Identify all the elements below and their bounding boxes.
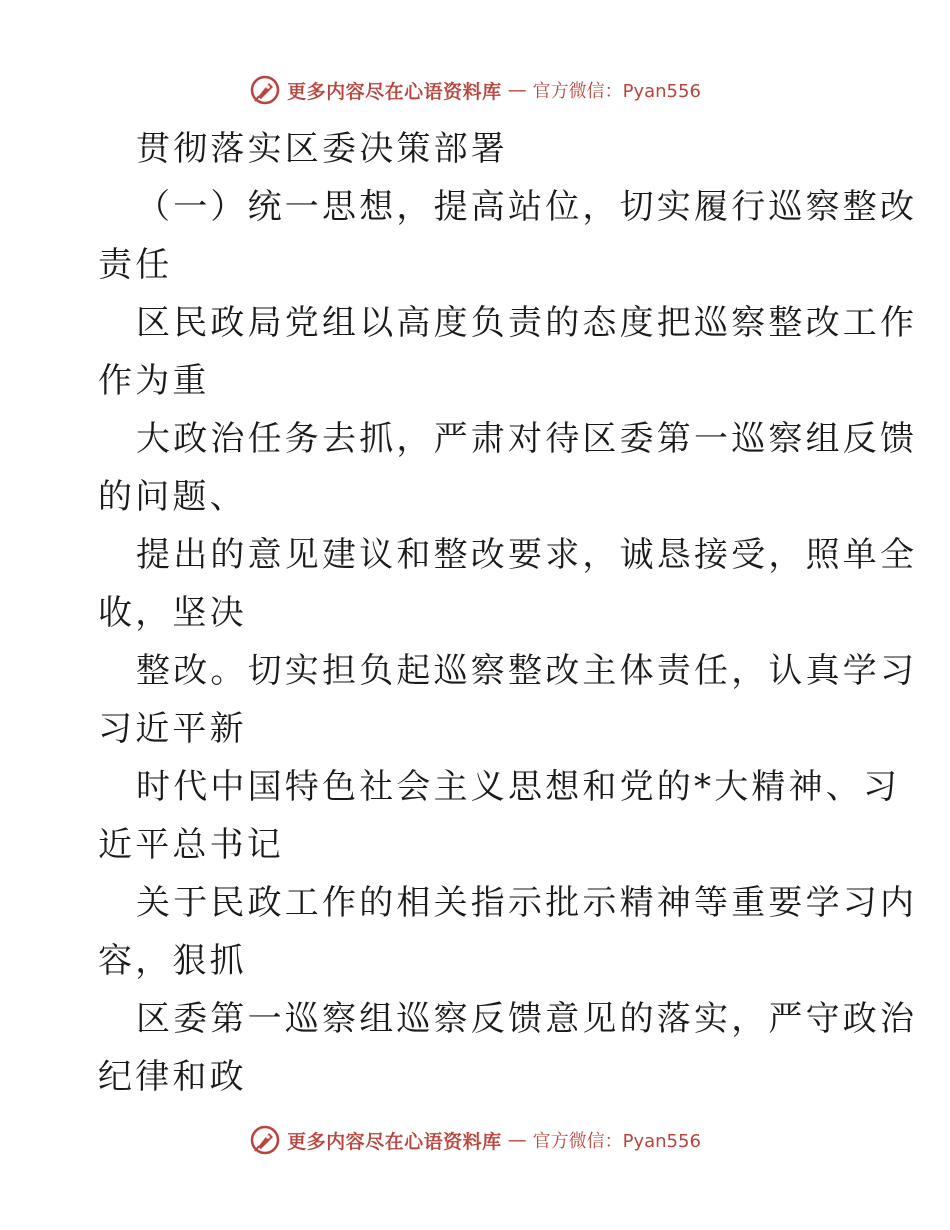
header-watermark-banner [0, 70, 950, 110]
pen-nib-circle-icon [249, 74, 281, 106]
body-line: 纪律和政 [98, 1057, 247, 1097]
banner-dash: — [507, 79, 527, 101]
body-line: （一）统一思想，提高站位，切实履行巡察整改 [136, 187, 918, 227]
banner-title: 更多内容尽在心语资料库 [287, 1130, 502, 1153]
body-line: 区民政局党组以高度负责的态度把巡察整改工作 [136, 303, 918, 343]
body-line: 区委第一巡察组巡察反馈意见的落实，严守政治 [136, 999, 918, 1039]
body-line: 时代中国特色社会主义思想和党的*大精神、习 [136, 767, 901, 807]
body-line: 的问题、 [98, 477, 247, 517]
body-line: 作为重 [98, 361, 210, 401]
body-line: 大政治任务去抓，严肃对待区委第一巡察组反馈 [136, 419, 918, 459]
body-line: 收，坚决 [98, 593, 247, 633]
body-line: 近平总书记 [98, 825, 284, 865]
footer-watermark-banner [0, 1120, 950, 1160]
body-line: 贯彻落实区委决策部署 [136, 129, 508, 169]
banner-wechat: 官方微信：Pyan556 [532, 81, 701, 102]
banner-wechat: 官方微信：Pyan556 [532, 1131, 701, 1152]
body-line: 容，狠抓 [98, 941, 247, 981]
banner-dash: — [507, 1129, 527, 1151]
body-line: 习近平新 [98, 709, 247, 749]
body-line: 关于民政工作的相关指示批示精神等重要学习内 [136, 883, 918, 923]
body-line: 提出的意见建议和整改要求，诚恳接受，照单全 [136, 535, 918, 575]
banner-title: 更多内容尽在心语资料库 [287, 80, 502, 103]
pen-nib-circle-icon [249, 1124, 281, 1156]
document-body [98, 120, 918, 1106]
body-line: 整改。切实担负起巡察整改主体责任，认真学习 [136, 651, 918, 691]
body-line: 责任 [98, 245, 173, 285]
